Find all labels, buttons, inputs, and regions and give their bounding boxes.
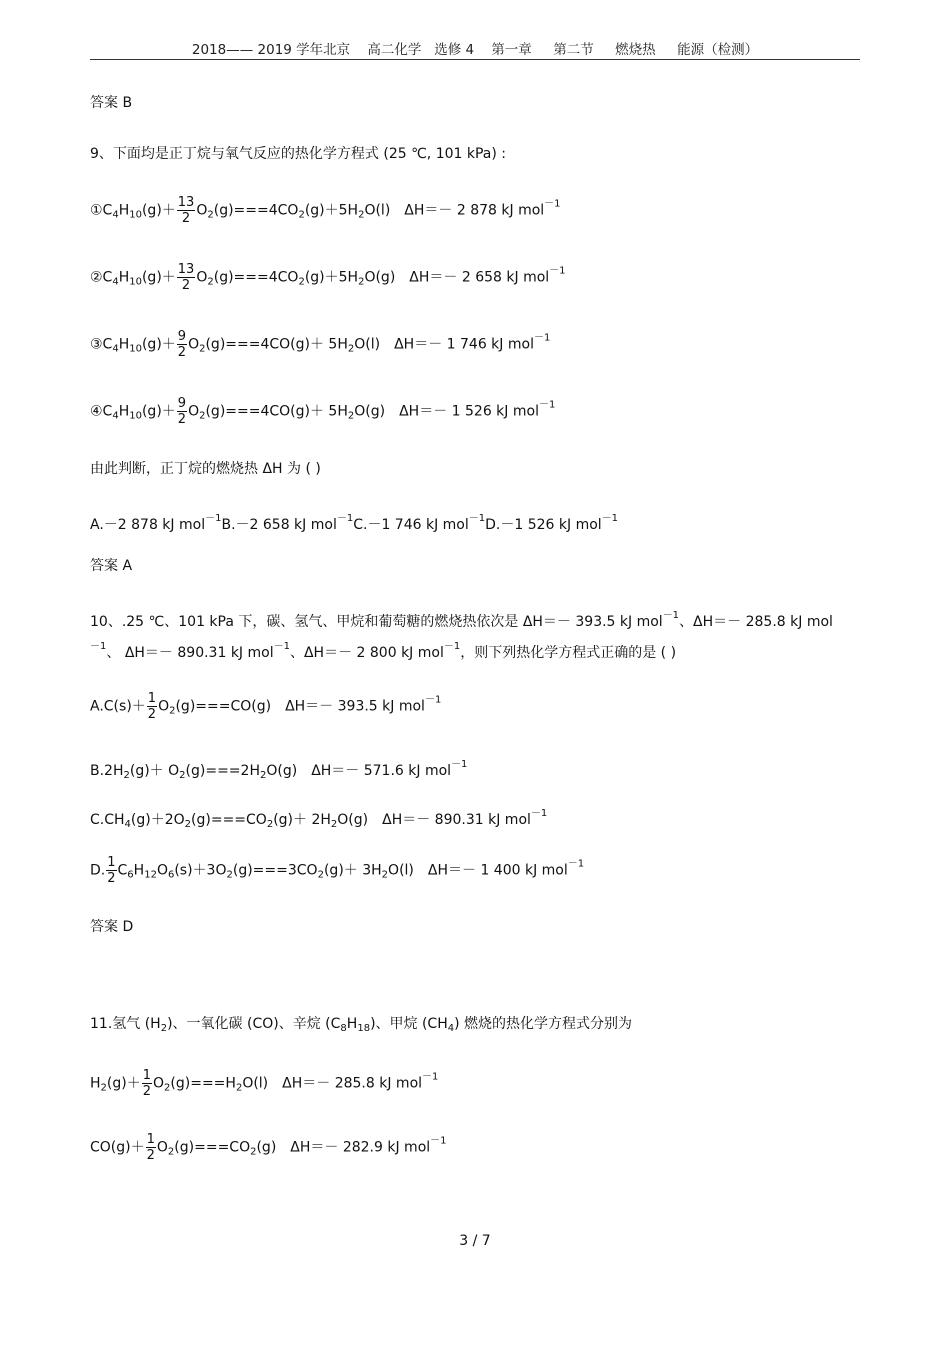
- eq-text: H: [118, 202, 130, 219]
- numerator: 1: [147, 691, 157, 706]
- eq-text: ③C: [90, 336, 113, 353]
- subscript: 4: [112, 276, 119, 288]
- enthalpy-change: ΔH＝－ 2 658 kJ mol: [409, 269, 550, 286]
- eq-text: B.2H: [90, 763, 124, 779]
- stem-text: ，则下列热化学方程式正确的是 ( ): [460, 645, 677, 661]
- eq-text: (g)＋: [106, 1075, 141, 1092]
- eq-text: (g)＋: [141, 336, 176, 353]
- q10-option-d: [90, 855, 584, 886]
- superscript: －1: [468, 513, 486, 524]
- eq-text: C.CH: [90, 812, 125, 828]
- q10-option-b: [90, 756, 467, 785]
- superscript: －1: [549, 265, 566, 277]
- fraction: [177, 262, 196, 293]
- eq-text: O(g): [354, 403, 386, 420]
- stem-text: 、ΔH＝－ 2 800 kJ mol: [289, 645, 444, 661]
- numerator: 1: [142, 1068, 151, 1083]
- subscript: 6: [167, 869, 175, 881]
- stem-text: 、 ΔH＝－ 890.31 kJ mol: [106, 645, 274, 661]
- eq-text: (g)＋2O: [130, 812, 185, 828]
- eq-text: ④C: [90, 403, 113, 420]
- eq-text: (g)＋: [141, 269, 176, 286]
- q10-option-c: [90, 805, 547, 834]
- eq-text: O(l): [242, 1075, 269, 1092]
- eq-text: O(l): [388, 862, 414, 879]
- numerator: 9: [177, 396, 187, 411]
- eq-text: (g)===H: [170, 1075, 236, 1092]
- numerator: 1: [107, 855, 116, 870]
- enthalpy-change: ΔH＝－ 285.8 kJ mol: [282, 1075, 423, 1092]
- q11-equation-1: [90, 1068, 438, 1099]
- superscript: －1: [273, 641, 290, 652]
- subscript: 2: [317, 869, 324, 881]
- subscript: 2: [381, 869, 389, 881]
- eq-text: H: [118, 336, 130, 353]
- eq-text: O(l): [354, 336, 381, 353]
- subscript: 2: [100, 1082, 107, 1094]
- eq-text: H: [118, 403, 130, 420]
- stem-text: ) 燃烧的热化学方程式分别为: [454, 1016, 633, 1032]
- q9-stem: 9、下面均是正丁烷与氧气反应的热化学方程式 (25 ℃, 101 kPa) :: [90, 146, 507, 162]
- superscript: －1: [451, 759, 468, 770]
- denominator: 2: [181, 211, 191, 226]
- eq-text: O: [188, 403, 200, 420]
- numerator: 13: [177, 262, 195, 277]
- q10-stem-line-2: [90, 638, 676, 662]
- superscript: －1: [424, 694, 442, 706]
- subscript: 2: [184, 819, 192, 830]
- eq-text: (g)===4CO(g)＋ 5H: [205, 336, 348, 353]
- eq-text: (g)===4CO: [213, 269, 299, 286]
- subscript: 2: [199, 343, 206, 355]
- superscript: －1: [538, 399, 556, 411]
- q11-equation-2: [90, 1132, 447, 1163]
- eq-text: (g)＋ O: [129, 763, 180, 779]
- eq-text: (g)===3CO: [232, 862, 318, 879]
- q9-equation-3: [90, 329, 550, 360]
- eq-text: D.: [90, 862, 106, 879]
- answer-9: 答案 A: [90, 558, 133, 574]
- eq-text: (g)===CO(g): [175, 698, 272, 715]
- eq-text: (g)===CO: [191, 812, 267, 828]
- numerator: 13: [177, 195, 195, 210]
- subscript: 2: [266, 819, 274, 830]
- eq-text: (g)===CO: [174, 1139, 251, 1156]
- q9-question: 由此判断，正丁烷的燃烧热 ΔH 为 ( ): [90, 461, 321, 477]
- fraction: [147, 691, 157, 722]
- q9-equation-2: [90, 262, 566, 293]
- fraction: [177, 396, 187, 427]
- eq-text: O: [188, 336, 200, 353]
- q11-stem: [90, 1015, 632, 1038]
- enthalpy-change: ΔH＝－ 1 400 kJ mol: [427, 862, 568, 879]
- eq-text: (g)＋: [141, 403, 176, 420]
- subscript: 10: [129, 276, 142, 288]
- subscript: 2: [164, 1082, 171, 1094]
- subscript: 2: [250, 1146, 257, 1158]
- subscript: 2: [347, 410, 355, 422]
- eq-text: H: [118, 269, 130, 286]
- subscript: 2: [207, 209, 214, 221]
- option-b: B.－2 658 kJ mol: [221, 517, 337, 533]
- enthalpy-change: ΔH＝－ 890.31 kJ mol: [382, 812, 531, 828]
- header-rule: [90, 59, 860, 60]
- subscript: 6: [127, 869, 134, 881]
- superscript: －1: [336, 513, 354, 524]
- subscript: 2: [358, 276, 365, 288]
- superscript: －1: [530, 808, 548, 819]
- answer-10: 答案 D: [90, 919, 134, 935]
- superscript: －1: [544, 198, 561, 210]
- superscript: －1: [422, 1071, 439, 1083]
- numerator: 9: [177, 329, 187, 344]
- option-c: C.－1 746 kJ mol: [353, 517, 469, 533]
- enthalpy-change: ΔH＝－ 1 746 kJ mol: [394, 336, 534, 353]
- denominator: 2: [177, 412, 187, 427]
- q9-equation-1: [90, 195, 561, 226]
- eq-text: (g)＋5H: [304, 269, 359, 286]
- subscript: 4: [112, 343, 119, 355]
- subscript: 10: [129, 410, 142, 422]
- denominator: 2: [107, 871, 116, 886]
- stem-text: 10、.25 ℃、101 kPa 下，碳、氢气、甲烷和葡萄糖的燃烧热依次是 ΔH＝－ 393.5 kJ mol: [90, 614, 663, 630]
- eq-text: (g)===4CO(g)＋ 5H: [205, 403, 348, 420]
- denominator: 2: [146, 1148, 155, 1163]
- subscript: 4: [112, 209, 119, 221]
- superscript: －1: [443, 641, 461, 652]
- eq-text: O: [156, 862, 168, 879]
- eq-text: O: [158, 698, 170, 715]
- eq-text: O: [196, 202, 208, 219]
- subscript: 2: [123, 770, 130, 781]
- eq-text: (g)===2H: [185, 763, 260, 779]
- denominator: 2: [142, 1084, 151, 1099]
- eq-text: O(g): [364, 269, 396, 286]
- subscript: 2: [207, 276, 214, 288]
- subscript: 2: [169, 705, 176, 717]
- enthalpy-change: ΔH＝－ 282.9 kJ mol: [290, 1139, 431, 1156]
- eq-text: (g)＋: [141, 202, 176, 219]
- answer-8: 答案 B: [90, 95, 133, 111]
- enthalpy-change: ΔH＝－ 571.6 kJ mol: [311, 763, 452, 779]
- q10-option-a: [90, 691, 441, 722]
- subscript: 2: [259, 770, 267, 781]
- subscript: 2: [199, 410, 206, 422]
- subscript: 2: [330, 819, 338, 830]
- superscript: －1: [567, 858, 585, 870]
- page-number: 3 / 7: [459, 1233, 491, 1249]
- subscript: 2: [298, 276, 305, 288]
- fraction: [177, 195, 196, 226]
- page-header: 2018—— 2019 学年北京 高二化学 选修 4 第一章 第二节 燃烧热 能源（检测）: [191, 42, 759, 58]
- subscript: 4: [447, 1023, 455, 1034]
- subscript: 2: [235, 1082, 243, 1094]
- subscript: 18: [357, 1023, 371, 1034]
- stem-text: 11.氢气 (H: [90, 1016, 161, 1032]
- eq-text: ②C: [90, 269, 113, 286]
- enthalpy-change: ΔH＝－ 393.5 kJ mol: [285, 698, 425, 715]
- numerator: 1: [146, 1132, 155, 1147]
- fraction: [142, 1068, 152, 1099]
- stem-text: H: [346, 1016, 358, 1032]
- eq-text: (g)===4CO: [213, 202, 299, 219]
- subscript: 2: [160, 1023, 168, 1034]
- eq-text: A.C(s)＋: [90, 698, 146, 715]
- subscript: 10: [129, 209, 142, 221]
- subscript: 2: [167, 1146, 175, 1158]
- eq-text: O: [153, 1075, 165, 1092]
- eq-text: (s)＋3O: [174, 862, 227, 879]
- fraction: [106, 855, 116, 886]
- superscript: －1: [90, 641, 107, 652]
- subscript: 2: [358, 209, 365, 221]
- q10-stem-line-1: [90, 607, 833, 631]
- eq-text: O(g): [337, 812, 369, 828]
- eq-text: H: [90, 1075, 101, 1092]
- enthalpy-change: ΔH＝－ 2 878 kJ mol: [404, 202, 545, 219]
- subscript: 10: [129, 343, 142, 355]
- fraction: [146, 1132, 156, 1163]
- eq-text: CO(g)＋: [90, 1139, 145, 1156]
- subscript: 2: [226, 869, 233, 881]
- superscript: －1: [430, 1135, 447, 1147]
- eq-text: O(l): [364, 202, 391, 219]
- eq-text: (g)＋ 3H: [323, 862, 382, 879]
- stem-text: )、一氧化碳 (CO)、辛烷 (C: [167, 1016, 341, 1032]
- eq-text: H: [133, 862, 145, 879]
- subscript: 4: [124, 819, 131, 830]
- eq-text: O: [156, 1139, 168, 1156]
- eq-text: ①C: [90, 202, 113, 219]
- eq-text: (g): [256, 1139, 277, 1156]
- fraction: [177, 329, 187, 360]
- option-a: A.－2 878 kJ mol: [90, 517, 206, 533]
- eq-text: (g)＋5H: [304, 202, 359, 219]
- subscript: 4: [112, 410, 119, 422]
- eq-text: C: [117, 862, 128, 879]
- subscript: 2: [298, 209, 305, 221]
- option-d: D.－1 526 kJ mol: [485, 517, 602, 533]
- stem-text: 、ΔH＝－ 285.8 kJ mol: [679, 614, 833, 630]
- subscript: 2: [347, 343, 355, 355]
- q9-equation-4: [90, 396, 555, 427]
- stem-text: )、甲烷 (CH: [370, 1016, 448, 1032]
- eq-text: O(g): [266, 763, 298, 779]
- denominator: 2: [147, 707, 157, 722]
- q9-options: [90, 510, 618, 534]
- subscript: 12: [144, 869, 157, 881]
- denominator: 2: [177, 345, 187, 360]
- eq-text: O: [196, 269, 208, 286]
- superscript: －1: [601, 513, 619, 524]
- denominator: 2: [181, 278, 191, 293]
- subscript: 2: [179, 770, 186, 781]
- superscript: －1: [533, 332, 551, 344]
- subscript: 8: [340, 1023, 347, 1034]
- eq-text: (g)＋ 2H: [273, 812, 331, 828]
- superscript: －1: [205, 513, 222, 524]
- enthalpy-change: ΔH＝－ 1 526 kJ mol: [399, 403, 539, 420]
- superscript: －1: [662, 610, 680, 621]
